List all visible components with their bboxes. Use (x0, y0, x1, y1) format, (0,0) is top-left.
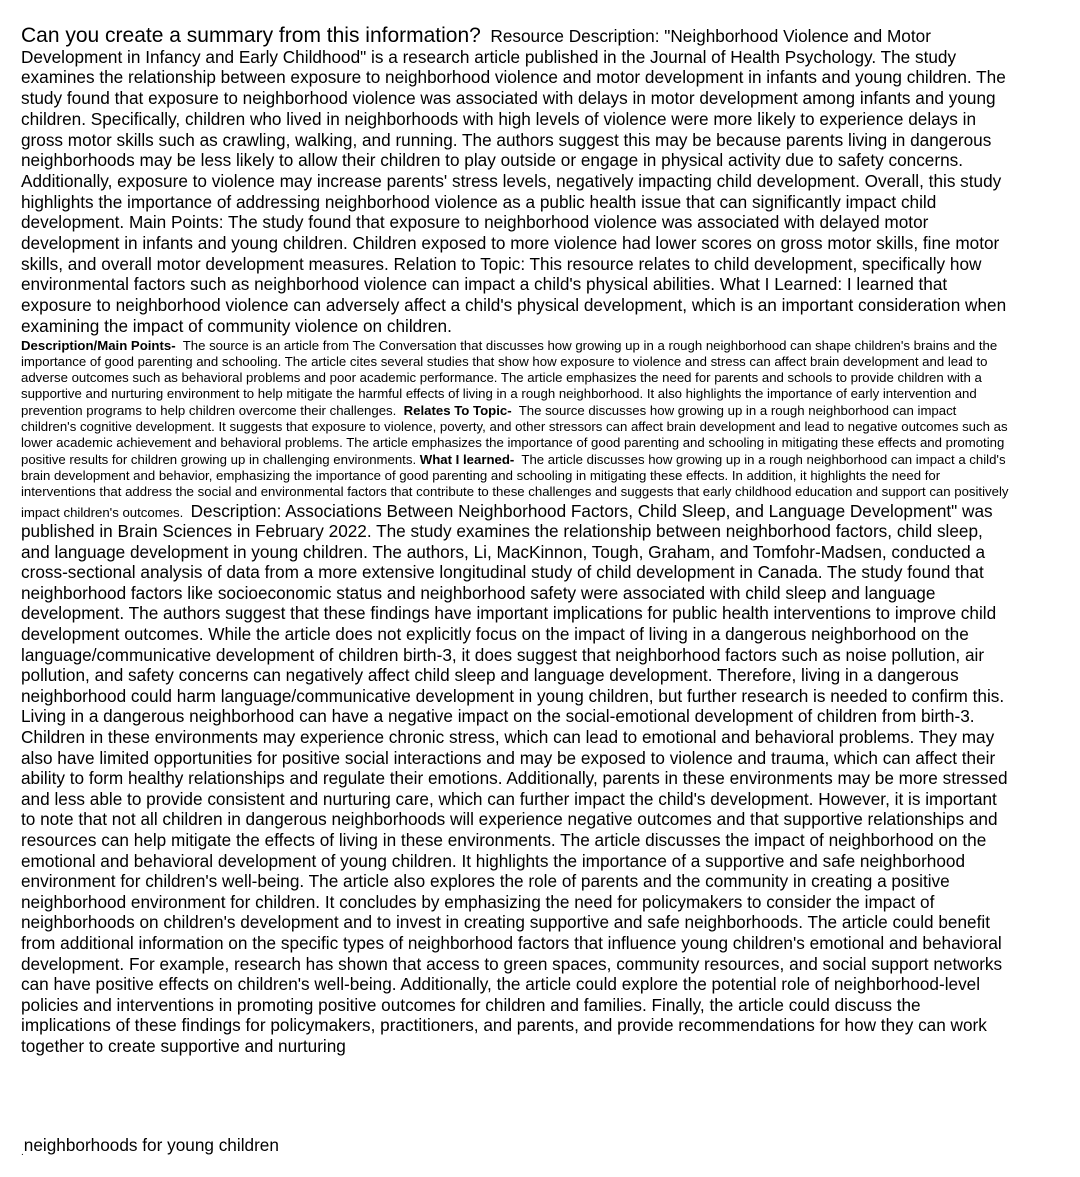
final-line-text: neighborhoods for young children (23, 1135, 279, 1155)
label-relates-to-topic: Relates To Topic- (403, 402, 512, 418)
stray-mark: . (21, 1147, 24, 1158)
resource-2-relation: The source discusses how growing up in a rough neighborhood can impact children's cognitive development. It suggests that exposure to violence, poverty, and other stressors can affect brain development and lead to negative outcomes such as lower academic achievement and behavioral problems. The article emphasizes the importance of good parenting and schooling in mitigating these effects and promoting positive results for children growing up in challenging environments. (21, 402, 1008, 467)
resource-2-description: The source is an article from The Conversation that discusses how growing up in a rough neighborhood can shape children's brains and the importance of good parenting and schooling. The article cites several studies that show how exposure to violence and stress can affect brain development and lead to adverse outcomes such as behavioral problems and poor academic performance. The article emphasizes the need for parents and schools to provide children with a supportive and nurturing environment to help mitigate the harmful effects of living in a rough neighborhood. It also highlights the importance of early intervention and prevention programs to help children overcome their challenges. (21, 337, 998, 418)
document-body (21, 26, 1021, 1057)
resource-2-learned: The article discusses how growing up in a rough neighborhood can impact a child's brain development and behavior, emphasizing the importance of good parenting and schooling in mitigating these effects. In addition, it highlights the need for interventions that address the social and environmental factors that contribute to these challenges and suggests that early childhood education and support can positively impact children's outcomes. (21, 451, 1009, 520)
label-description-main-points: Description/Main Points- (21, 337, 176, 353)
resource-3-text: Description: Associations Between Neighborhood Factors, Child Sleep, and Language Development" was published in Brain Sciences in February 2022. The study examines the relationship between neighborhood factors, child sleep, and language development in young children. The authors, Li, MacKinnon, Tough, Graham, and Tomfohr-Madsen, conducted a cross-sectional analysis of data from a more extensive longitudinal study of child development in Canada. The study found that neighborhood factors like socioeconomic status and neighborhood safety were associated with child sleep and language development. The authors suggest that these findings have important implications for public health interventions to improve child development outcomes. While the article does not explicitly focus on the impact of living in a dangerous neighborhood on the language/communicative development of children birth-3, it does suggest that neighborhood factors such as noise pollution, air pollution, and safety concerns can negatively affect child sleep and language development. Therefore, living in a dangerous neighborhood could harm language/communicative development in young children, but further research is needed to confirm this. Living in a dangerous neighborhood can have a negative impact on the social-emotional development of children from birth-3. Children in these environments may experience chronic stress, which can lead to emotional and behavioral problems. They may also have limited opportunities for positive social interactions and may be exposed to violence and trauma, which can affect their ability to form healthy relationships and regulate their emotions. Additionally, parents in these environments may be more stressed and less able to provide consistent and nurturing care, which can further impact the child's development. However, it is important to note that not all children in dangerous neighborhoods will experience negative outcomes and that supportive relationships and resources can help mitigate the effects of living in these environments. The article discusses the impact of neighborhood on the emotional and behavioral development of young children. It highlights the importance of a supportive and safe neighborhood environment for children's well-being. The article also explores the role of parents and the community in creating a positive neighborhood environment for children. It concludes by emphasizing the need for policymakers to consider the impact of neighborhoods on children's development and to invest in creating supportive and safe neighborhoods. The article could benefit from additional information on the specific types of neighborhood factors that influence young children's emotional and behavioral development. For example, research has shown that access to green spaces, community resources, and social support networks can have positive effects on children's well-being. Additionally, the article could explore the potential role of neighborhood-level policies and interventions in promoting positive outcomes for children and families. Finally, the article could discuss the implications of these findings for policymakers, practitioners, and parents, and provide recommendations for how they can work together to create supportive and nurturing (21, 500, 1008, 1056)
resource-summary-2 (21, 338, 1011, 1057)
resource-summary-1 (21, 26, 1021, 337)
resource-1-text: Resource Description: "Neighborhood Violence and Motor Development in Infancy and Early Childhood" is a research article published in the Journal of Health Psychology. The study examines the relationship between exposure to neighborhood violence and motor development in infants and young children. The study found that exposure to neighborhood violence was associated with delays in motor development among infants and young children. Specifically, children who lived in neighborhoods with high levels of violence were more likely to experience delays in gross motor skills such as crawling, walking, and running. The authors suggest this may be because parents living in dangerous neighborhoods may be less likely to allow their children to play outside or engage in physical activity due to safety concerns. Additionally, exposure to violence may increase parents' stress levels, negatively impacting child development. Overall, this study highlights the importance of addressing neighborhood violence as a public health issue that can significantly impact child development. Main Points: The study found that exposure to neighborhood violence was associated with delayed motor development in infants and young children. Children exposed to more violence had lower scores on gross motor skills, fine motor skills, and overall motor development measures. Relation to Topic: This resource relates to child development, specifically how environmental factors such as neighborhood violence can impact a child's physical abilities. What I Learned: I learned that exposure to neighborhood violence can adversely affect a child's physical development, which is an important consideration when examining the impact of community violence on children. (21, 26, 1007, 336)
question-heading: Can you create a summary from this information? (21, 24, 481, 47)
final-line (21, 1135, 279, 1163)
label-what-i-learned: What I learned- (419, 451, 515, 467)
